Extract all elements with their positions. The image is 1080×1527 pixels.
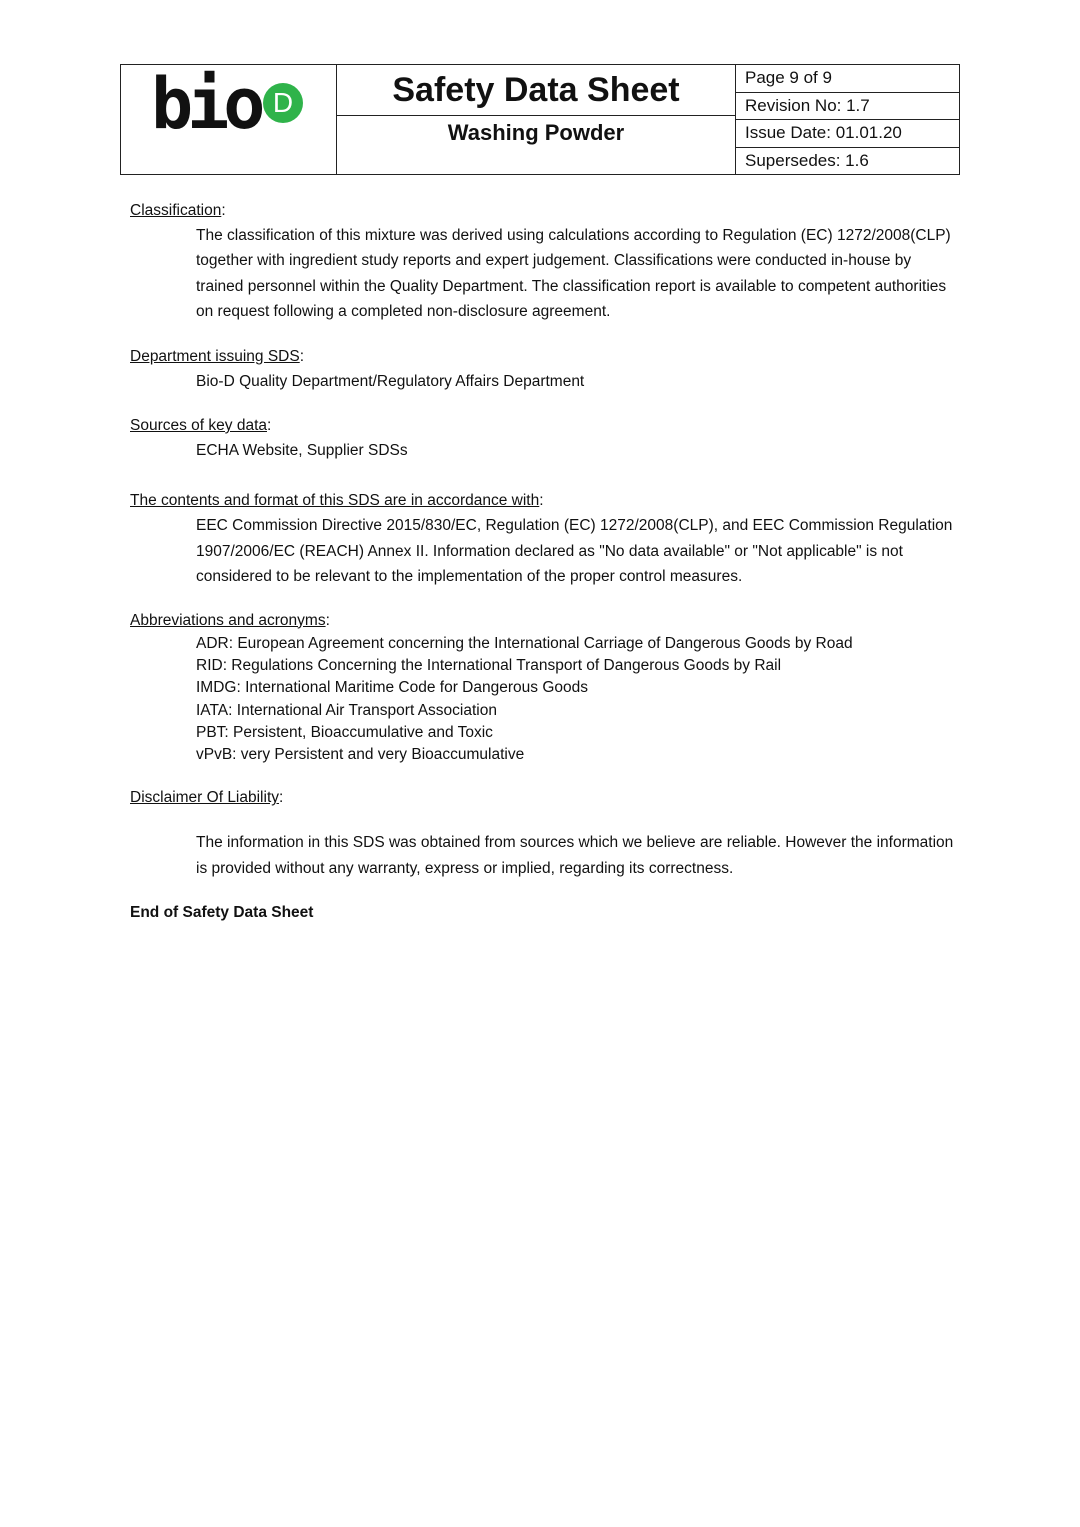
document-header: [120, 64, 960, 175]
section-heading-classification: Classification:: [130, 202, 226, 219]
abbreviations-list: [196, 633, 960, 767]
list-item: vPvB: very Persistent and very Bioaccumulative: [196, 746, 525, 764]
list-item: PBT: Persistent, Bioaccumulative and Toxic: [196, 723, 493, 741]
list-item: RID: Regulations Concerning the International Transport of Dangerous Goods by Rail: [196, 656, 782, 674]
section-heading-sources: Sources of key data:: [130, 417, 272, 435]
section-heading-disclaimer: Disclaimer Of Liability:: [130, 789, 284, 807]
department-text: Bio-D Quality Department/Regulatory Affairs Department: [196, 372, 585, 390]
biod-logo-badge: D: [263, 83, 303, 123]
issue-date: Issue Date: 01.01.20: [736, 120, 959, 148]
list-item: IMDG: International Maritime Code for Dangerous Goods: [196, 679, 588, 697]
section-heading-abbreviations: Abbreviations and acronyms:: [130, 611, 330, 629]
section-heading-format: The contents and format of this SDS are in accordance with:: [130, 492, 544, 510]
logo-cell: [121, 65, 337, 174]
supersedes: Supersedes: 1.6: [745, 150, 869, 170]
disclaimer-text: The information in this SDS was obtained from sources which we believe are reliable. However the information is provided without any warranty, express or implied, regarding its correctness.: [196, 834, 954, 877]
format-text: EEC Commission Directive 2015/830/EC, Regulation (EC) 1272/2008(CLP), and EEC Commission Regulation 1907/2006/EC (REACH) Annex II. Information declared as "No data available" or "Not applicable" is not considered to be relevant to the implementation of the proper control measures.: [196, 517, 953, 586]
document-title: Safety Data Sheet: [337, 65, 735, 116]
biod-logo: bio: [151, 63, 260, 145]
end-of-document: End of Safety Data Sheet: [130, 904, 314, 922]
product-name: Washing Powder: [447, 120, 625, 145]
meta-cell: [736, 65, 959, 174]
list-item: ADR: European Agreement concerning the International Carriage of Dangerous Goods by Road: [196, 634, 853, 652]
section-heading-department: Department issuing SDS:: [130, 347, 305, 365]
list-item: IATA: International Air Transport Association: [196, 701, 497, 719]
page-number: Page 9 of 9: [736, 65, 959, 93]
sources-text: ECHA Website, Supplier SDSs: [196, 442, 408, 460]
revision-number: Revision No: 1.7: [736, 93, 959, 121]
document-body: [130, 198, 960, 925]
classification-text: The classification of this mixture was derived using calculations according to Regulation (EC) 1272/2008(CLP) together with ingredient study reports and expert judgement. Classifications were conducted in-house by trained personnel within the Quality Department. The classification report is available to competent authorities on request following a completed non-disclosure agreement.: [196, 227, 951, 321]
title-cell: [337, 65, 736, 174]
